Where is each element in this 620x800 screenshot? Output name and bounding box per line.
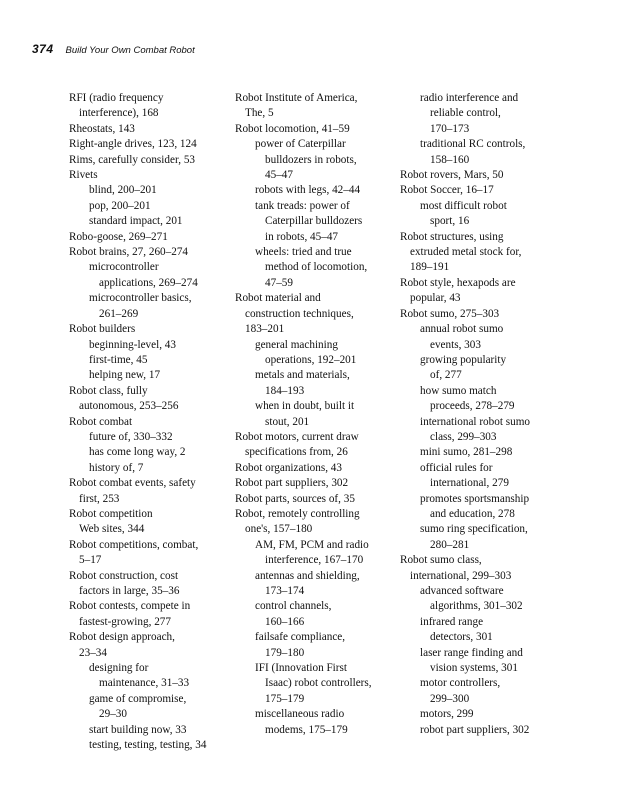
entry-continuation: 45–47 [265, 169, 293, 182]
entry-text: microcontroller [89, 261, 159, 274]
entry-text: Robot class, fully [69, 384, 148, 397]
entry-text: promotes sportsmanship [420, 492, 530, 505]
entry-text: annual robot sumo [420, 323, 504, 336]
index-subentry [235, 199, 395, 245]
entry-text: general machining [255, 338, 338, 351]
entry-continuation: 175–179 [265, 692, 305, 705]
index-subentry [235, 661, 395, 707]
entry-continuation: method of locomotion, [265, 261, 368, 274]
entry-continuation: sport, 16 [430, 215, 470, 228]
entry-continuation: The, 5 [245, 107, 274, 120]
index-subentry [69, 445, 229, 460]
entry-continuation: 158–160 [430, 153, 470, 166]
index-subentry [400, 199, 560, 230]
entry-text: Robot locomotion, 41–59 [235, 122, 350, 135]
entry-continuation: fastest-growing, 277 [79, 615, 171, 628]
entry-continuation: 23–34 [79, 646, 107, 659]
book-title: Build Your Own Combat Robot [65, 45, 195, 56]
entry-continuation: algorithms, 301–302 [430, 600, 523, 613]
entry-text: Robot combat [69, 415, 133, 428]
index-entry [69, 245, 229, 260]
page-number: 374 [32, 42, 54, 56]
running-head [32, 42, 195, 56]
entry-text: Robot rovers, Mars, 50 [400, 169, 504, 182]
index-subentry [69, 723, 229, 738]
entry-text: Robot brains, 27, 260–274 [69, 246, 189, 259]
index-entry [69, 122, 229, 137]
entry-continuation: 189–191 [410, 261, 450, 274]
entry-text: infrared range [420, 615, 484, 628]
entry-text: Robot, remotely controlling [235, 507, 360, 520]
index-entry [69, 322, 229, 337]
index-entry [400, 183, 560, 198]
entry-text: wheels: tried and true [255, 246, 352, 259]
index-subentry [235, 707, 395, 738]
entry-continuation: bulldozers in robots, [265, 153, 357, 166]
entry-continuation: events, 303 [430, 338, 481, 351]
entry-text: motors, 299 [420, 708, 474, 721]
index-subentry [400, 445, 560, 460]
index-entry [235, 430, 395, 461]
index-subentry [400, 415, 560, 446]
index-subentry [235, 569, 395, 600]
entry-text: antennas and shielding, [255, 569, 360, 582]
index-subentry [400, 137, 560, 168]
index-entry [235, 461, 395, 476]
index-subentry [400, 707, 560, 722]
index-entry [69, 630, 229, 661]
index-entry [235, 476, 395, 491]
entry-text: failsafe compliance, [255, 631, 346, 644]
index-entry [69, 599, 229, 630]
entry-continuation: maintenance, 31–33 [99, 677, 190, 690]
index-entry [69, 384, 229, 415]
index-entry [69, 569, 229, 600]
index-entry [400, 307, 560, 322]
entry-continuation: one's, 157–180 [245, 523, 313, 536]
entry-text: metals and materials, [255, 369, 350, 382]
entry-text: pop, 200–201 [89, 199, 151, 212]
entry-text: mini sumo, 281–298 [420, 446, 513, 459]
index-entry [400, 276, 560, 307]
entry-text: Rims, carefully consider, 53 [69, 153, 196, 166]
entry-text: beginning-level, 43 [89, 338, 176, 351]
entry-text: traditional RC controls, [420, 138, 526, 151]
entry-continuation: specifications from, 26 [245, 446, 348, 459]
entry-text: official rules for [420, 461, 493, 474]
index-entry [235, 492, 395, 507]
index-entry [69, 230, 229, 245]
index-subentry [400, 353, 560, 384]
index-subentry [69, 183, 229, 198]
entry-text: Right-angle drives, 123, 124 [69, 138, 197, 151]
index-subentry [400, 461, 560, 492]
entry-text: Robot organizations, 43 [235, 461, 342, 474]
entry-text: has come long way, 2 [89, 446, 186, 459]
index-entry [69, 538, 229, 569]
index-entry [235, 122, 395, 137]
entry-continuation: 29–30 [99, 708, 127, 721]
index-subentry [235, 183, 395, 198]
entry-text: miscellaneous radio [255, 708, 345, 721]
entry-continuation: and education, 278 [430, 507, 515, 520]
index-subentry [69, 214, 229, 229]
index-subentry [69, 461, 229, 476]
index-subentry [69, 661, 229, 692]
entry-continuation: 261–269 [99, 307, 139, 320]
index-entry [235, 291, 395, 337]
index-entry [69, 91, 229, 122]
entry-continuation: reliable control, [430, 107, 501, 120]
entry-continuation: international, 299–303 [410, 569, 512, 582]
entry-text: how sumo match [420, 384, 497, 397]
entry-text: power of Caterpillar [255, 138, 346, 151]
index-subentry [69, 738, 229, 753]
index-subentry [235, 137, 395, 183]
entry-continuation: Caterpillar bulldozers [265, 215, 363, 228]
entry-continuation: factors in large, 35–36 [79, 585, 180, 597]
index-subentry [400, 646, 560, 677]
entry-text: first-time, 45 [89, 353, 148, 366]
entry-text: Robot Soccer, 16–17 [400, 184, 494, 197]
entry-continuation: stout, 201 [265, 415, 310, 428]
index-entry [69, 153, 229, 168]
index-subentry [69, 430, 229, 445]
entry-continuation: 5–17 [79, 554, 102, 567]
index-subentry [69, 291, 229, 322]
entry-text: international robot sumo [420, 415, 530, 428]
index-entry [235, 91, 395, 122]
index-entry [69, 476, 229, 507]
index-entry [400, 553, 560, 584]
entry-text: Web sites, 344 [79, 523, 145, 536]
entry-continuation: first, 253 [79, 492, 120, 505]
entry-continuation: popular, 43 [410, 292, 461, 305]
entry-text: motor controllers, [420, 677, 501, 690]
entry-text: Robot structures, using [400, 230, 504, 243]
entry-text: control channels, [255, 600, 332, 613]
index-entry [400, 168, 560, 183]
index-subentry [69, 260, 229, 291]
entry-text: Robot Institute of America, [235, 92, 358, 104]
entry-text: Robo-goose, 269–271 [69, 230, 168, 243]
index-entry [400, 230, 560, 276]
entry-text: RFI (radio frequency [69, 92, 164, 104]
index-subentry [400, 522, 560, 553]
entry-continuation: interference, 167–170 [265, 554, 364, 567]
entry-text: laser range finding and [420, 646, 523, 659]
index-subentry [235, 630, 395, 661]
entry-text: advanced software [420, 585, 504, 597]
entry-text: future of, 330–332 [89, 430, 173, 443]
entry-text: helping new, 17 [89, 369, 161, 382]
entry-continuation: modems, 175–179 [265, 723, 348, 736]
entry-continuation: operations, 192–201 [265, 353, 357, 366]
entry-text: designing for [89, 662, 149, 675]
index-column-1 [69, 91, 229, 753]
entry-text: Robot motors, current draw [235, 430, 359, 443]
index-entry [69, 507, 229, 522]
entry-continuation: class, 299–303 [430, 430, 497, 443]
entry-continuation: applications, 269–274 [99, 276, 198, 289]
entry-text: growing popularity [420, 353, 507, 366]
entry-continuation: vision systems, 301 [430, 662, 518, 675]
entry-text: AM, FM, PCM and radio [255, 538, 369, 551]
entry-continuation: 179–180 [265, 646, 305, 659]
entry-continuation: 183–201 [245, 323, 285, 336]
entry-continuation: 170–173 [430, 122, 470, 135]
entry-text: Robot builders [69, 323, 136, 336]
entry-text: standard impact, 201 [89, 215, 183, 228]
index-column-3 [400, 91, 560, 738]
entry-continuation: 299–300 [430, 692, 470, 705]
entry-continuation: in robots, 45–47 [265, 230, 339, 243]
index-subentry [400, 91, 560, 137]
entry-continuation: detectors, 301 [430, 631, 493, 644]
entry-text: robots with legs, 42–44 [255, 184, 361, 197]
entry-continuation: 160–166 [265, 615, 305, 628]
entry-continuation: 173–174 [265, 585, 305, 597]
entry-text: Robot sumo, 275–303 [400, 307, 500, 320]
index-subentry [235, 538, 395, 569]
index-subentry [69, 353, 229, 368]
entry-text: tank treads: power of [255, 199, 350, 212]
index-subentry [400, 492, 560, 523]
entry-text: testing, testing, testing, 34 [89, 739, 207, 752]
index-column-2 [235, 91, 395, 738]
entry-text: game of compromise, [89, 692, 187, 705]
entry-text: Robot part suppliers, 302 [235, 477, 349, 490]
entry-text: Robot style, hexapods are [400, 276, 516, 289]
entry-text: Robot competitions, combat, [69, 538, 199, 551]
entry-text: Robot contests, compete in [69, 600, 191, 613]
entry-text: most difficult robot [420, 199, 507, 212]
entry-text: Robot material and [235, 292, 321, 305]
index-subentry [69, 522, 229, 537]
entry-text: sumo ring specification, [420, 523, 528, 536]
index-entry [235, 507, 395, 538]
entry-text: Robot combat events, safety [69, 477, 196, 490]
index-entry [69, 168, 229, 183]
index-entry [69, 137, 229, 152]
entry-text: blind, 200–201 [89, 184, 157, 197]
index-subentry [400, 584, 560, 615]
entry-continuation: proceeds, 278–279 [430, 400, 515, 413]
entry-text: robot part suppliers, 302 [420, 723, 530, 736]
entry-text: history of, 7 [89, 461, 144, 474]
index-subentry [400, 723, 560, 738]
entry-continuation: interference), 168 [79, 107, 159, 120]
entry-text: microcontroller basics, [89, 292, 192, 305]
index-subentry [235, 245, 395, 291]
index-subentry [235, 399, 395, 430]
entry-text: Robot competition [69, 507, 153, 520]
index-subentry [235, 338, 395, 369]
entry-text: Rheostats, 143 [69, 122, 135, 135]
entry-text: when in doubt, built it [255, 400, 355, 413]
index-subentry [235, 368, 395, 399]
entry-continuation: autonomous, 253–256 [79, 400, 179, 413]
index-subentry [69, 368, 229, 383]
entry-continuation: 280–281 [430, 538, 470, 551]
index-subentry [400, 615, 560, 646]
entry-continuation: extruded metal stock for, [410, 246, 522, 259]
entry-text: Robot parts, sources of, 35 [235, 492, 355, 505]
entry-text: Rivets [69, 169, 98, 182]
entry-continuation: 184–193 [265, 384, 305, 397]
index-entry [69, 415, 229, 430]
entry-continuation: 47–59 [265, 276, 293, 289]
index-subentry [400, 384, 560, 415]
entry-text: IFI (Innovation First [255, 662, 347, 675]
index-subentry [400, 322, 560, 353]
entry-continuation: international, 279 [430, 477, 509, 490]
entry-continuation: construction techniques, [245, 307, 354, 320]
entry-continuation: of, 277 [430, 369, 462, 382]
index-subentry [235, 599, 395, 630]
entry-text: Robot construction, cost [69, 569, 179, 582]
index-subentry [69, 692, 229, 723]
entry-text: radio interference and [420, 92, 519, 104]
entry-continuation: Isaac) robot controllers, [265, 677, 372, 690]
entry-text: Robot design approach, [69, 631, 175, 644]
index-subentry [400, 676, 560, 707]
index-subentry [69, 338, 229, 353]
index-subentry [69, 199, 229, 214]
entry-text: Robot sumo class, [400, 554, 482, 567]
entry-text: start building now, 33 [89, 723, 187, 736]
